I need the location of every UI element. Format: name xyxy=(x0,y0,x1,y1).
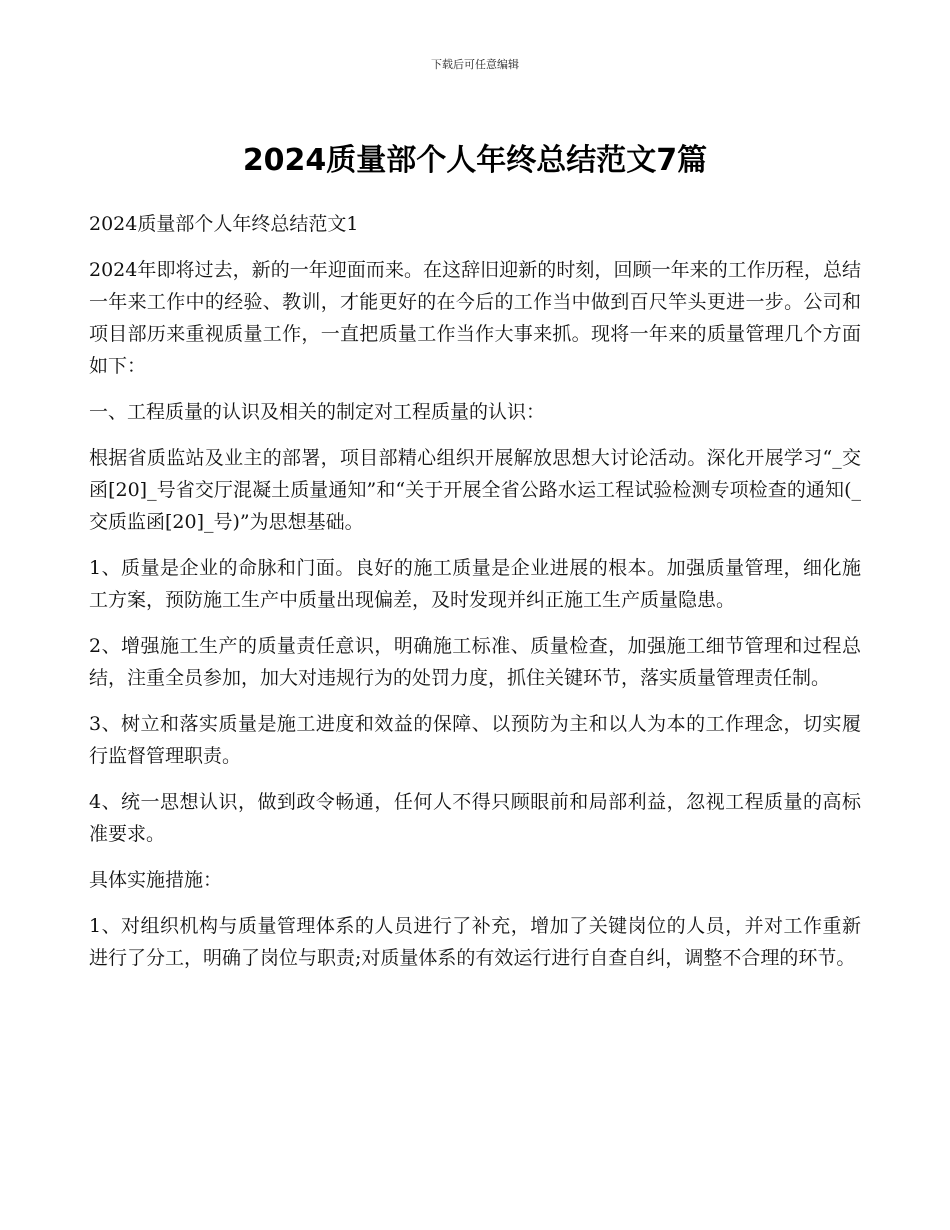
paragraph: 一、工程质量的认识及相关的制定对工程质量的认识： xyxy=(89,401,546,423)
section-heading: 2024质量部个人年终总结范文1 xyxy=(89,213,359,235)
paragraph: 2024年即将过去，新的一年迎面而来。在这辞旧迎新的时刻，回顾一年来的工作历程，总结一年来工作中的经验、教训，才能更好的在今后的工作当中做到百尺竿头更进一步。公司和项目部历来重视质量工作，一直把质量工作当作大事来抓。现将一年来的质量管理几个方面如下： xyxy=(89,259,861,377)
paragraph: 1、对组织机构与质量管理体系的人员进行了补充，增加了关键岗位的人员，并对工作重新进行了分工，明确了岗位与职责;对质量体系的有效运行进行自查自纠，调整不合理的环节。 xyxy=(89,915,861,969)
paragraph: 具体实施措施： xyxy=(89,869,223,891)
header-note: 下载后可任意编辑 xyxy=(431,58,519,71)
document-body xyxy=(89,208,861,988)
document-title: 2024质量部个人年终总结范文7篇 xyxy=(242,143,708,178)
paragraph: 2、增强施工生产的质量责任意识，明确施工标准、质量检查，加强施工细节管理和过程总结，注重全员参加，加大对违规行为的处罚力度，抓住关键环节，落实质量管理责任制。 xyxy=(89,635,861,689)
paragraph: 4、统一思想认识，做到政令畅通，任何人不得只顾眼前和局部利益，忽视工程质量的高标准要求。 xyxy=(89,791,861,845)
paragraph: 1、质量是企业的命脉和门面。良好的施工质量是企业进展的根本。加强质量管理，细化施工方案，预防施工生产中质量出现偏差，及时发现并纠正施工生产质量隐患。 xyxy=(89,557,861,611)
paragraph: 根据省质监站及业主的部署，项目部精心组织开展解放思想大讨论活动。深化开展学习“_交函[20]_号省交厅混凝土质量通知”和“关于开展全省公路水运工程试验检测专项检查的通知(_交质监函[20]_号)”为思想基础。 xyxy=(89,447,861,533)
paragraph: 3、树立和落实质量是施工进度和效益的保障、以预防为主和以人为本的工作理念，切实履行监督管理职责。 xyxy=(89,713,861,767)
